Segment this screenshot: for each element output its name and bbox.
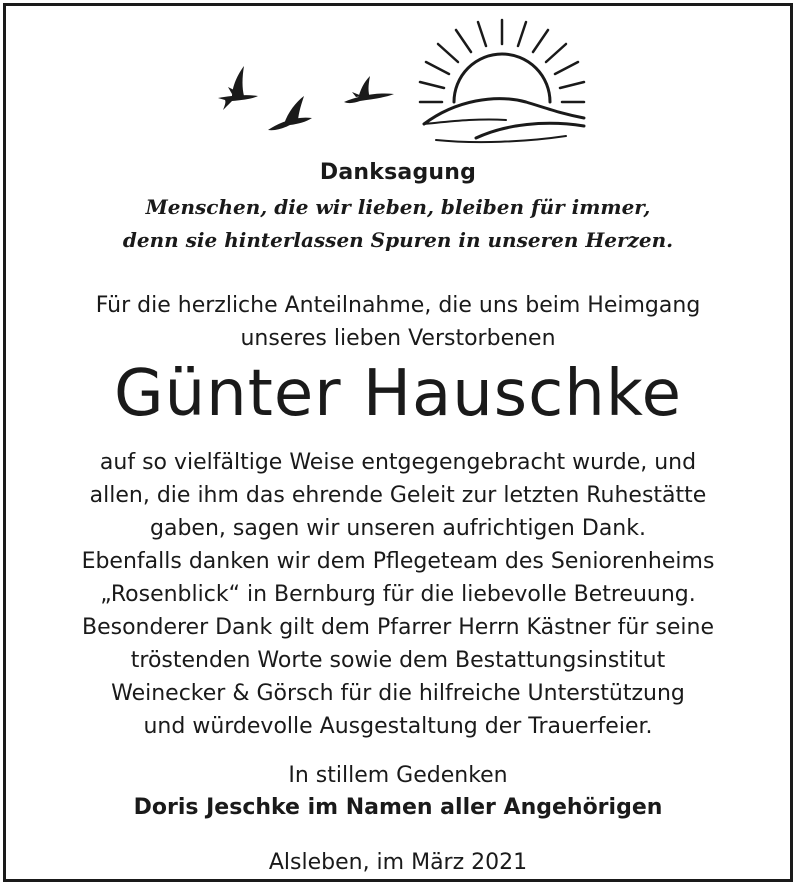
motto-line: Menschen, die wir lieben, bleiben für immer,	[145, 195, 651, 219]
body-text	[6, 446, 790, 743]
body-line: tröstenden Worte sowie dem Bestattungsinstitut	[130, 648, 666, 673]
body-line: und würdevolle Ausgestaltung der Trauerfeier.	[143, 714, 653, 739]
flying-bird-icon	[344, 76, 394, 103]
heading: Danksagung	[319, 160, 477, 185]
obituary-card	[3, 3, 793, 882]
signature: Doris Jeschke im Namen aller Angehörigen	[133, 795, 663, 820]
body-line: gaben, sagen wir unseren aufrichtigen Dank.	[150, 516, 646, 541]
deceased-name: Günter Hauschke	[114, 357, 682, 431]
body-line: „Rosenblick“ in Bernburg für die liebevolle Betreuung.	[100, 582, 696, 607]
body-line: Besonderer Dank gilt dem Pfarrer Herrn Kästner für seine	[81, 615, 715, 640]
body-line: Weinecker & Görsch für die hilfreiche Unterstützung	[111, 681, 685, 706]
body-line: auf so vielfältige Weise entgegengebracht wurde, und	[99, 450, 697, 475]
motto	[6, 191, 790, 257]
header-illustration	[6, 6, 793, 156]
intro-text	[6, 289, 790, 355]
intro-line: Für die herzliche Anteilnahme, die uns beim Heimgang	[95, 293, 701, 318]
motto-line: denn sie hinterlassen Spuren in unseren Herzen.	[122, 228, 674, 252]
rising-sun-over-hills-icon	[420, 20, 584, 142]
flying-bird-icon	[268, 96, 312, 130]
body-line: Ebenfalls danken wir dem Pflegeteam des Seniorenheims	[81, 549, 715, 574]
place-date: Alsleben, im März 2021	[268, 850, 528, 875]
intro-line: unseres lieben Verstorbenen	[240, 326, 556, 351]
closing-text: In stillem Gedenken	[288, 763, 508, 788]
body-line: allen, die ihm das ehrende Geleit zur letzten Ruhestätte	[89, 483, 707, 508]
flying-bird-icon	[218, 66, 258, 110]
